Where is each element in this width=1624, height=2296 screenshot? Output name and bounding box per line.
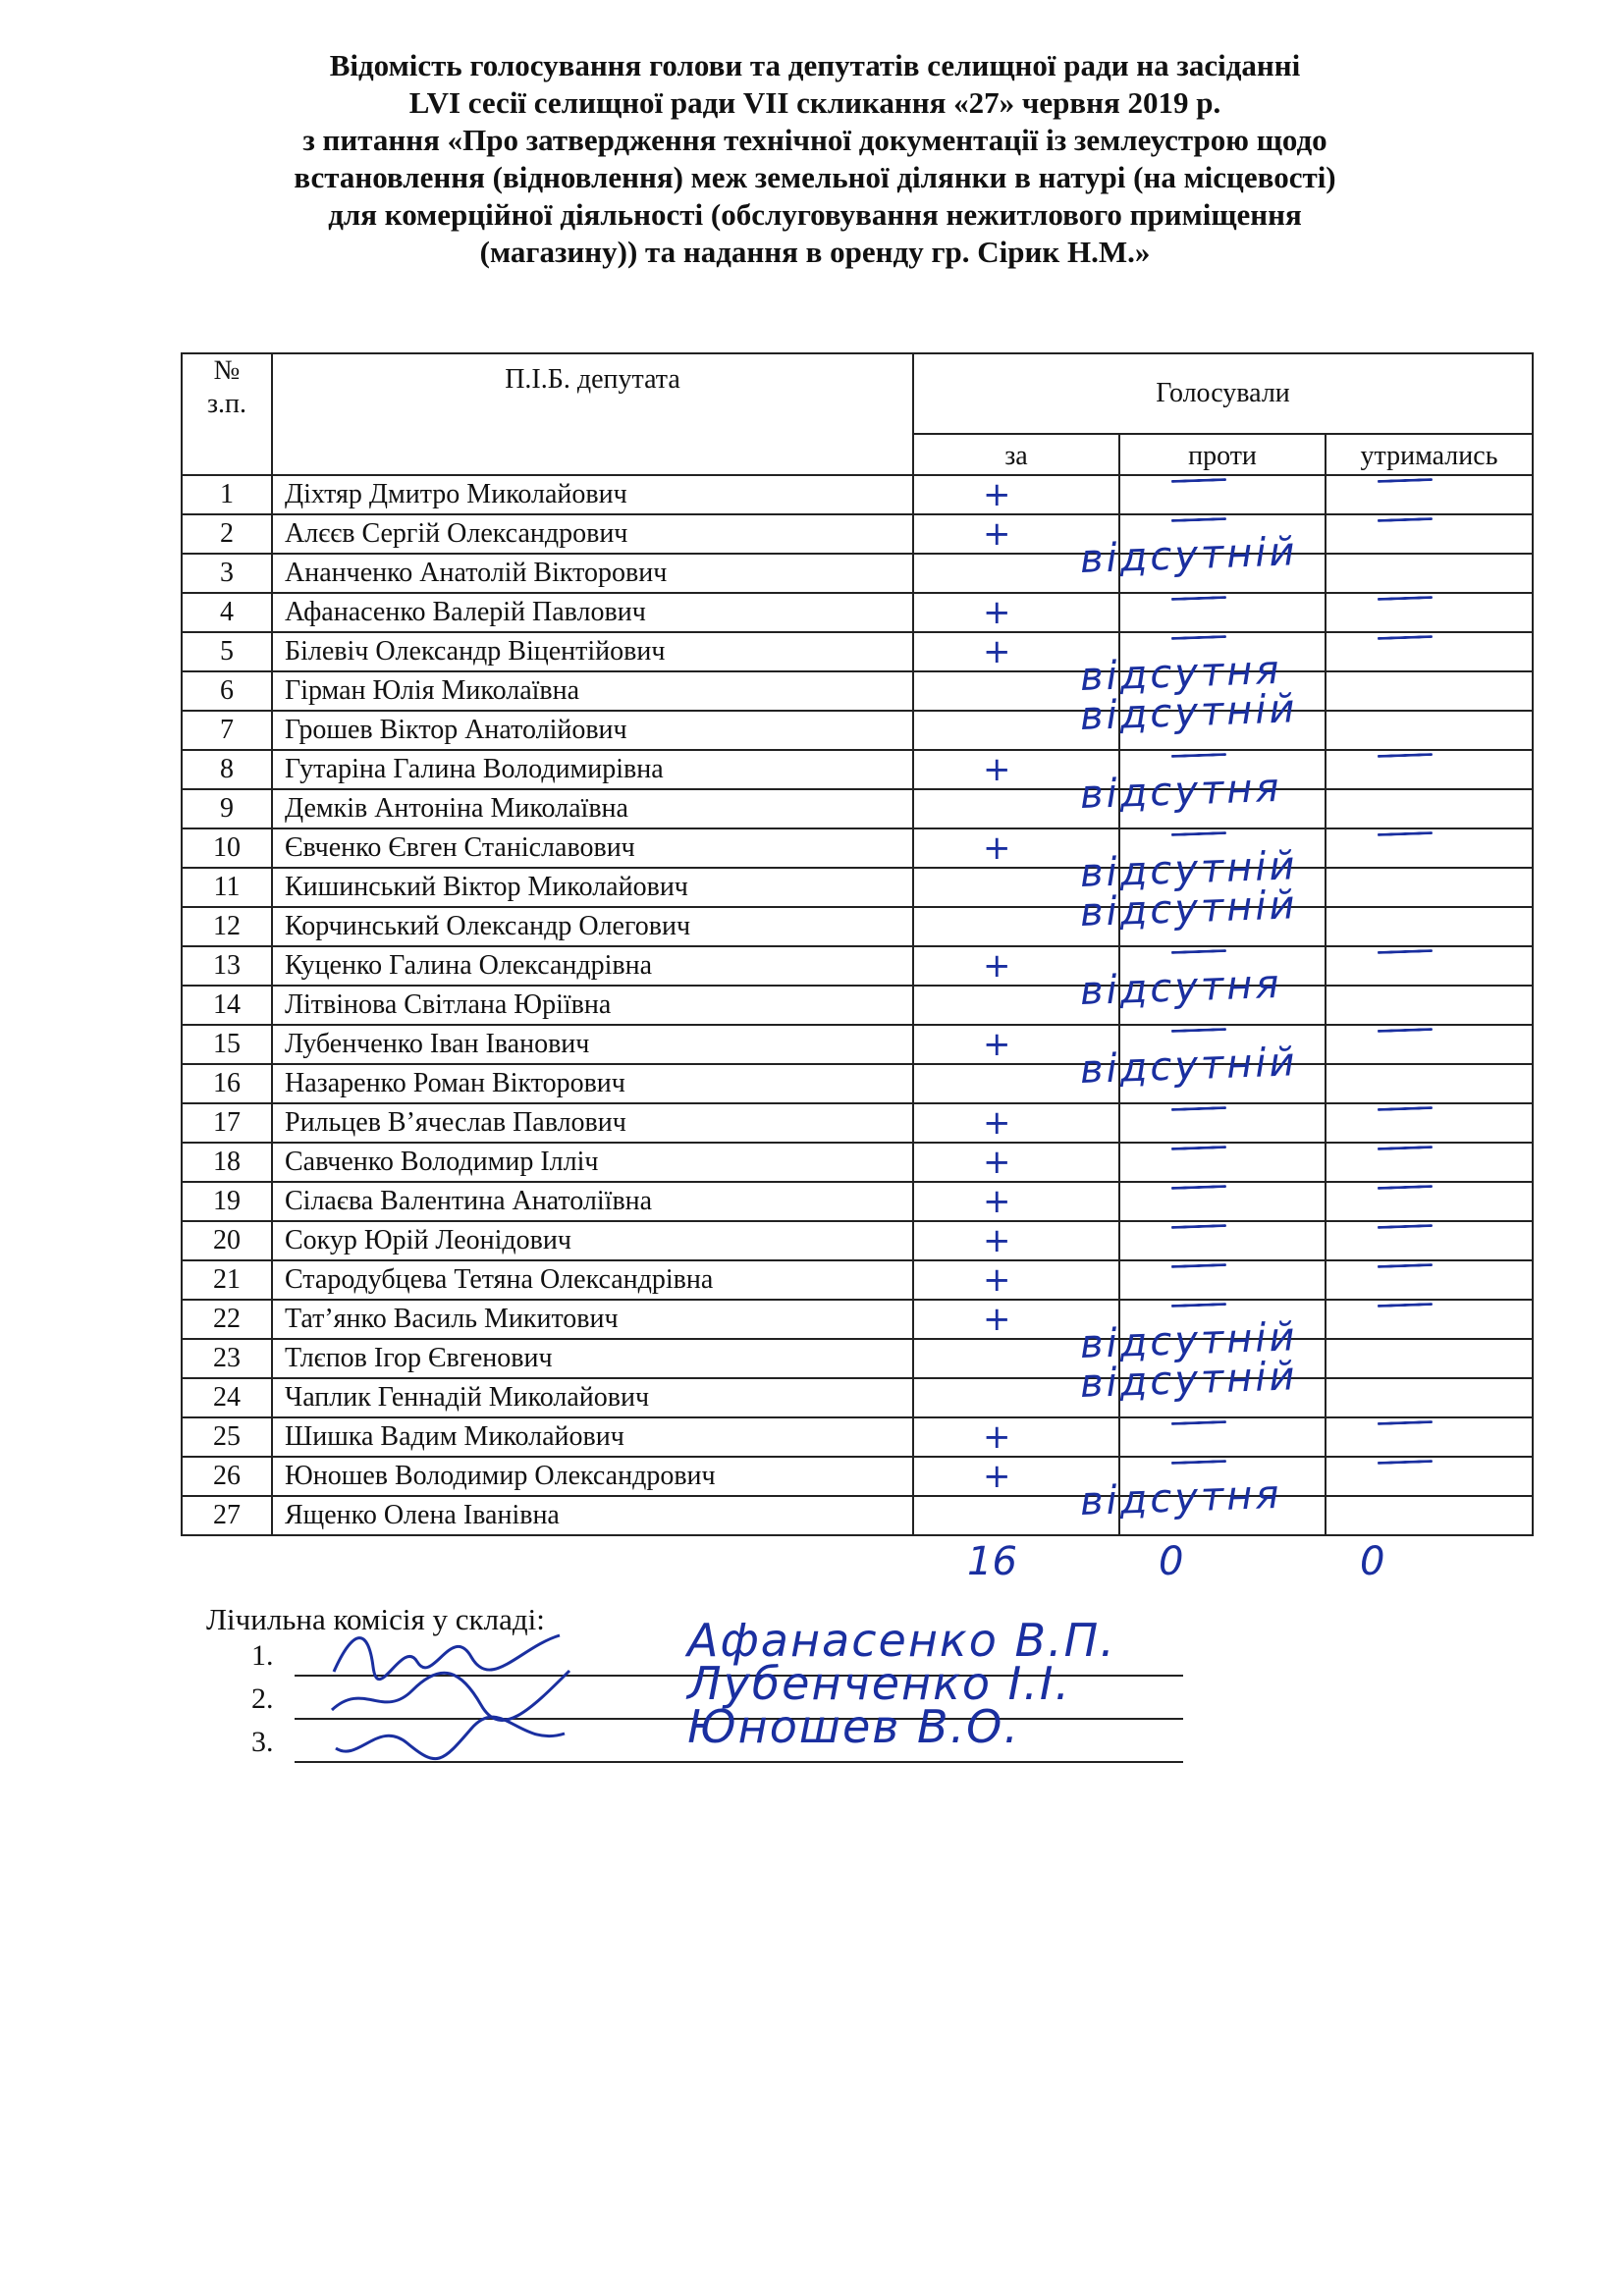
vote-against-cell <box>1119 946 1326 986</box>
vote-against-cell <box>1119 475 1326 514</box>
row-number: 6 <box>182 671 272 711</box>
dash-mark <box>1378 1028 1433 1033</box>
vote-against-cell <box>1119 789 1326 828</box>
vote-abstained-cell <box>1326 1182 1533 1221</box>
vote-for-cell <box>913 1496 1119 1535</box>
vote-abstained-cell <box>1326 946 1533 986</box>
dash-mark <box>1171 753 1226 758</box>
deputy-name: Ананченко Анатолій Вікторович <box>272 554 913 593</box>
vote-for-mark: + <box>983 1417 1011 1457</box>
document-title <box>177 47 1453 271</box>
dash-mark <box>1171 596 1226 601</box>
dash-mark <box>1378 753 1433 758</box>
commission-member-name: Афанасенко В.П. <box>687 1614 1116 1667</box>
header-for: за <box>913 434 1119 475</box>
vote-for-cell <box>913 1064 1119 1103</box>
row-number: 20 <box>182 1221 272 1260</box>
vote-for-mark: + <box>983 632 1011 671</box>
title-line: Відомість голосування голови та депутатів селищної ради на засіданні <box>329 48 1301 82</box>
deputy-name: Кишинський Віктор Миколайович <box>272 868 913 907</box>
table-row <box>182 1221 1533 1260</box>
vote-for-mark: + <box>983 1143 1011 1182</box>
vote-for-mark: + <box>983 828 1011 868</box>
vote-against-cell <box>1119 711 1326 750</box>
deputy-name: Куценко Галина Олександрівна <box>272 946 913 986</box>
vote-against-cell <box>1119 1260 1326 1300</box>
absent-mark: відсутня <box>1079 647 1283 700</box>
vote-abstained-cell <box>1326 1417 1533 1457</box>
vote-abstained-cell <box>1326 671 1533 711</box>
absent-mark: відсутній <box>1079 843 1299 896</box>
table-row <box>182 1378 1533 1417</box>
commission-member-name: Юношев В.О. <box>687 1700 1021 1753</box>
vote-against-cell <box>1119 593 1326 632</box>
vote-for-cell <box>913 1260 1119 1300</box>
vote-against-cell <box>1119 986 1326 1025</box>
absent-mark: відсутній <box>1079 529 1299 582</box>
vote-for-cell <box>913 1417 1119 1457</box>
absent-mark: відсутня <box>1079 961 1283 1014</box>
vote-for-cell <box>913 986 1119 1025</box>
absent-mark: відсутній <box>1079 1040 1299 1093</box>
absent-mark: відсутній <box>1079 1354 1299 1407</box>
vote-abstained-cell <box>1326 554 1533 593</box>
dash-mark <box>1171 1460 1226 1465</box>
vote-for-mark: + <box>983 514 1011 554</box>
table-row <box>182 514 1533 554</box>
table-row <box>182 1182 1533 1221</box>
vote-against-cell <box>1119 1300 1326 1339</box>
deputy-name: Назаренко Роман Вікторович <box>272 1064 913 1103</box>
dash-mark <box>1378 831 1433 836</box>
row-number: 16 <box>182 1064 272 1103</box>
deputy-name: Стародубцева Тетяна Олександрівна <box>272 1260 913 1300</box>
table-row <box>182 1064 1533 1103</box>
vote-against-cell <box>1119 828 1326 868</box>
dash-mark <box>1171 1146 1226 1150</box>
table-row <box>182 1025 1533 1064</box>
header-deputy-name: П.І.Б. депутата <box>272 353 913 475</box>
vote-against-cell <box>1119 671 1326 711</box>
dash-mark <box>1378 1224 1433 1229</box>
dash-mark <box>1171 1420 1226 1425</box>
dash-mark <box>1378 949 1433 954</box>
table-row <box>182 671 1533 711</box>
vote-abstained-cell <box>1326 632 1533 671</box>
deputy-name: Білевіч Олександр Віцентійович <box>272 632 913 671</box>
deputy-name: Рильцев В’ячеслав Павлович <box>272 1103 913 1143</box>
header-number-part: № <box>213 355 241 386</box>
vote-for-mark: + <box>983 593 1011 632</box>
table-row <box>182 1300 1533 1339</box>
header-abstained: утримались <box>1326 434 1533 475</box>
vote-for-cell <box>913 593 1119 632</box>
row-number: 5 <box>182 632 272 671</box>
vote-against-cell <box>1119 868 1326 907</box>
vote-for-cell <box>913 1457 1119 1496</box>
total-against: 0 <box>1159 1539 1184 1584</box>
vote-for-mark: + <box>983 1221 1011 1260</box>
vote-for-cell <box>913 711 1119 750</box>
deputy-name: Гірман Юлія Миколаївна <box>272 671 913 711</box>
table-row <box>182 475 1533 514</box>
table-row <box>182 1417 1533 1457</box>
vote-against-cell <box>1119 907 1326 946</box>
dash-mark <box>1171 517 1226 522</box>
row-number: 21 <box>182 1260 272 1300</box>
row-number: 7 <box>182 711 272 750</box>
dash-mark <box>1378 1146 1433 1150</box>
vote-against-cell <box>1119 1378 1326 1417</box>
table-row <box>182 1260 1533 1300</box>
row-number: 25 <box>182 1417 272 1457</box>
vote-abstained-cell <box>1326 1064 1533 1103</box>
deputy-name: Діхтяр Дмитро Миколайович <box>272 475 913 514</box>
dash-mark <box>1378 1460 1433 1465</box>
vote-abstained-cell <box>1326 868 1533 907</box>
vote-abstained-cell <box>1326 1221 1533 1260</box>
vote-against-cell <box>1119 1221 1326 1260</box>
absent-mark: відсутній <box>1079 686 1299 739</box>
vote-for-mark: + <box>983 475 1011 514</box>
dash-mark <box>1378 478 1433 483</box>
vote-abstained-cell <box>1326 1339 1533 1378</box>
vote-for-cell <box>913 1339 1119 1378</box>
vote-abstained-cell <box>1326 986 1533 1025</box>
deputy-name: Алєєв Сергій Олександрович <box>272 514 913 554</box>
row-number: 2 <box>182 514 272 554</box>
table-row <box>182 1457 1533 1496</box>
row-number: 14 <box>182 986 272 1025</box>
header-against: проти <box>1119 434 1326 475</box>
table-row <box>182 907 1533 946</box>
vote-abstained-cell <box>1326 789 1533 828</box>
vote-abstained-cell <box>1326 1378 1533 1417</box>
title-line: з питання «Про затвердження технічної документації із землеустрою щодо <box>302 123 1327 157</box>
commission-label: Лічильна комісія у складі: <box>206 1602 545 1636</box>
deputy-name: Сілаєва Валентина Анатоліївна <box>272 1182 913 1221</box>
vote-for-cell <box>913 789 1119 828</box>
row-number: 3 <box>182 554 272 593</box>
dash-mark <box>1378 1185 1433 1190</box>
row-number: 8 <box>182 750 272 789</box>
vote-abstained-cell <box>1326 750 1533 789</box>
vote-against-cell <box>1119 1339 1326 1378</box>
deputy-name: Євченко Євген Станіславович <box>272 828 913 868</box>
table-row <box>182 789 1533 828</box>
vote-against-cell <box>1119 632 1326 671</box>
dash-mark <box>1171 1224 1226 1229</box>
deputy-name: Грошев Віктор Анатолійович <box>272 711 913 750</box>
dash-mark <box>1171 1185 1226 1190</box>
header-number <box>182 353 272 475</box>
commission-member-number: 1. <box>251 1639 274 1672</box>
table-row <box>182 1339 1533 1378</box>
dash-mark <box>1378 517 1433 522</box>
row-number: 12 <box>182 907 272 946</box>
row-number: 23 <box>182 1339 272 1378</box>
dash-mark <box>1171 635 1226 640</box>
vote-against-cell <box>1119 554 1326 593</box>
deputy-name: Корчинський Олександр Олегович <box>272 907 913 946</box>
table-row <box>182 1143 1533 1182</box>
vote-against-cell <box>1119 750 1326 789</box>
dash-mark <box>1378 1106 1433 1111</box>
deputy-name: Савченко Володимир Ілліч <box>272 1143 913 1182</box>
vote-for-cell <box>913 1143 1119 1182</box>
dash-mark <box>1171 1303 1226 1308</box>
vote-for-cell <box>913 1182 1119 1221</box>
dash-mark <box>1171 1106 1226 1111</box>
row-number: 13 <box>182 946 272 986</box>
deputy-name: Лубенченко Іван Іванович <box>272 1025 913 1064</box>
title-line: встановлення (відновлення) меж земельної ділянки в натурі (на місцевості) <box>294 160 1336 194</box>
deputy-name: Шишка Вадим Миколайович <box>272 1417 913 1457</box>
dash-mark <box>1378 635 1433 640</box>
vote-for-cell <box>913 907 1119 946</box>
absent-mark: відсутня <box>1079 1471 1283 1524</box>
row-number: 1 <box>182 475 272 514</box>
vote-abstained-cell <box>1326 907 1533 946</box>
deputy-name: Юношев Володимир Олександрович <box>272 1457 913 1496</box>
header-voted: Голосували <box>913 353 1533 434</box>
deputy-name: Гутаріна Галина Володимирівна <box>272 750 913 789</box>
deputy-name: Тлєпов Ігор Євгенович <box>272 1339 913 1378</box>
vote-for-cell <box>913 1103 1119 1143</box>
vote-against-cell <box>1119 1064 1326 1103</box>
dash-mark <box>1378 596 1433 601</box>
row-number: 15 <box>182 1025 272 1064</box>
row-number: 19 <box>182 1182 272 1221</box>
vote-for-cell <box>913 868 1119 907</box>
title-line: для комерційної діяльності (обслуговування нежитлового приміщення <box>328 197 1302 232</box>
title-line: (магазину)) та надання в оренду гр. Сірик Н.М.» <box>479 235 1151 269</box>
voting-table <box>181 352 1534 1536</box>
vote-for-mark: + <box>983 1103 1011 1143</box>
dash-mark <box>1171 949 1226 954</box>
vote-abstained-cell <box>1326 593 1533 632</box>
table-row <box>182 1103 1533 1143</box>
vote-against-cell <box>1119 514 1326 554</box>
table-row <box>182 946 1533 986</box>
table-row <box>182 593 1533 632</box>
deputy-name: Афанасенко Валерій Павлович <box>272 593 913 632</box>
vote-for-mark: + <box>983 1182 1011 1221</box>
vote-against-cell <box>1119 1025 1326 1064</box>
vote-for-cell <box>913 1025 1119 1064</box>
vote-for-cell <box>913 554 1119 593</box>
vote-for-cell <box>913 475 1119 514</box>
vote-for-cell <box>913 828 1119 868</box>
dash-mark <box>1378 1263 1433 1268</box>
commission-member-number: 2. <box>251 1682 274 1715</box>
table-row <box>182 750 1533 789</box>
absent-mark: відсутній <box>1079 1314 1299 1367</box>
vote-against-cell <box>1119 1182 1326 1221</box>
vote-for-mark: + <box>983 1260 1011 1300</box>
vote-for-cell <box>913 632 1119 671</box>
vote-against-cell <box>1119 1496 1326 1535</box>
row-number: 9 <box>182 789 272 828</box>
vote-against-cell <box>1119 1457 1326 1496</box>
total-abstained: 0 <box>1360 1539 1385 1584</box>
dash-mark <box>1171 831 1226 836</box>
header-number-part: з.п. <box>206 389 247 419</box>
dash-mark <box>1378 1420 1433 1425</box>
row-number: 22 <box>182 1300 272 1339</box>
dash-mark <box>1171 1028 1226 1033</box>
title-line: LVI сесії селищної ради VII скликання «27» червня 2019 р. <box>408 85 1221 120</box>
deputy-name: Сокур Юрій Леонідович <box>272 1221 913 1260</box>
commission-member-name: Лубенченко І.І. <box>687 1657 1072 1710</box>
vote-abstained-cell <box>1326 1260 1533 1300</box>
table-row <box>182 828 1533 868</box>
row-number: 26 <box>182 1457 272 1496</box>
row-number: 27 <box>182 1496 272 1535</box>
vote-abstained-cell <box>1326 514 1533 554</box>
vote-for-cell <box>913 1221 1119 1260</box>
vote-for-mark: + <box>983 750 1011 789</box>
vote-for-cell <box>913 946 1119 986</box>
vote-for-mark: + <box>983 946 1011 986</box>
row-number: 4 <box>182 593 272 632</box>
row-number: 10 <box>182 828 272 868</box>
vote-abstained-cell <box>1326 1143 1533 1182</box>
vote-for-cell <box>913 671 1119 711</box>
vote-abstained-cell <box>1326 1103 1533 1143</box>
vote-for-mark: + <box>983 1457 1011 1496</box>
absent-mark: відсутній <box>1079 882 1299 935</box>
vote-abstained-cell <box>1326 475 1533 514</box>
table-row <box>182 632 1533 671</box>
deputy-name: Демків Антоніна Миколаївна <box>272 789 913 828</box>
vote-for-cell <box>913 1378 1119 1417</box>
vote-abstained-cell <box>1326 828 1533 868</box>
deputy-name: Літвінова Світлана Юріївна <box>272 986 913 1025</box>
vote-against-cell <box>1119 1103 1326 1143</box>
commission-member-number: 3. <box>251 1726 274 1758</box>
dash-mark <box>1171 478 1226 483</box>
row-number: 17 <box>182 1103 272 1143</box>
total-for: 16 <box>967 1539 1017 1584</box>
row-number: 11 <box>182 868 272 907</box>
vote-for-mark: + <box>983 1300 1011 1339</box>
vote-abstained-cell <box>1326 1496 1533 1535</box>
deputy-name: Тат’янко Василь Микитович <box>272 1300 913 1339</box>
table-row <box>182 986 1533 1025</box>
table-row <box>182 711 1533 750</box>
vote-against-cell <box>1119 1417 1326 1457</box>
deputy-name: Ященко Олена Іванівна <box>272 1496 913 1535</box>
vote-abstained-cell <box>1326 1025 1533 1064</box>
dash-mark <box>1378 1303 1433 1308</box>
vote-for-cell <box>913 514 1119 554</box>
vote-for-cell <box>913 1300 1119 1339</box>
deputy-name: Чаплик Геннадій Миколайович <box>272 1378 913 1417</box>
vote-abstained-cell <box>1326 711 1533 750</box>
row-number: 18 <box>182 1143 272 1182</box>
table-row <box>182 868 1533 907</box>
dash-mark <box>1171 1263 1226 1268</box>
signature-scribble <box>324 1704 579 1773</box>
table-row <box>182 1496 1533 1535</box>
vote-against-cell <box>1119 1143 1326 1182</box>
vote-for-mark: + <box>983 1025 1011 1064</box>
row-number: 24 <box>182 1378 272 1417</box>
absent-mark: відсутня <box>1079 765 1283 818</box>
vote-abstained-cell <box>1326 1300 1533 1339</box>
table-row <box>182 554 1533 593</box>
vote-abstained-cell <box>1326 1457 1533 1496</box>
vote-for-cell <box>913 750 1119 789</box>
